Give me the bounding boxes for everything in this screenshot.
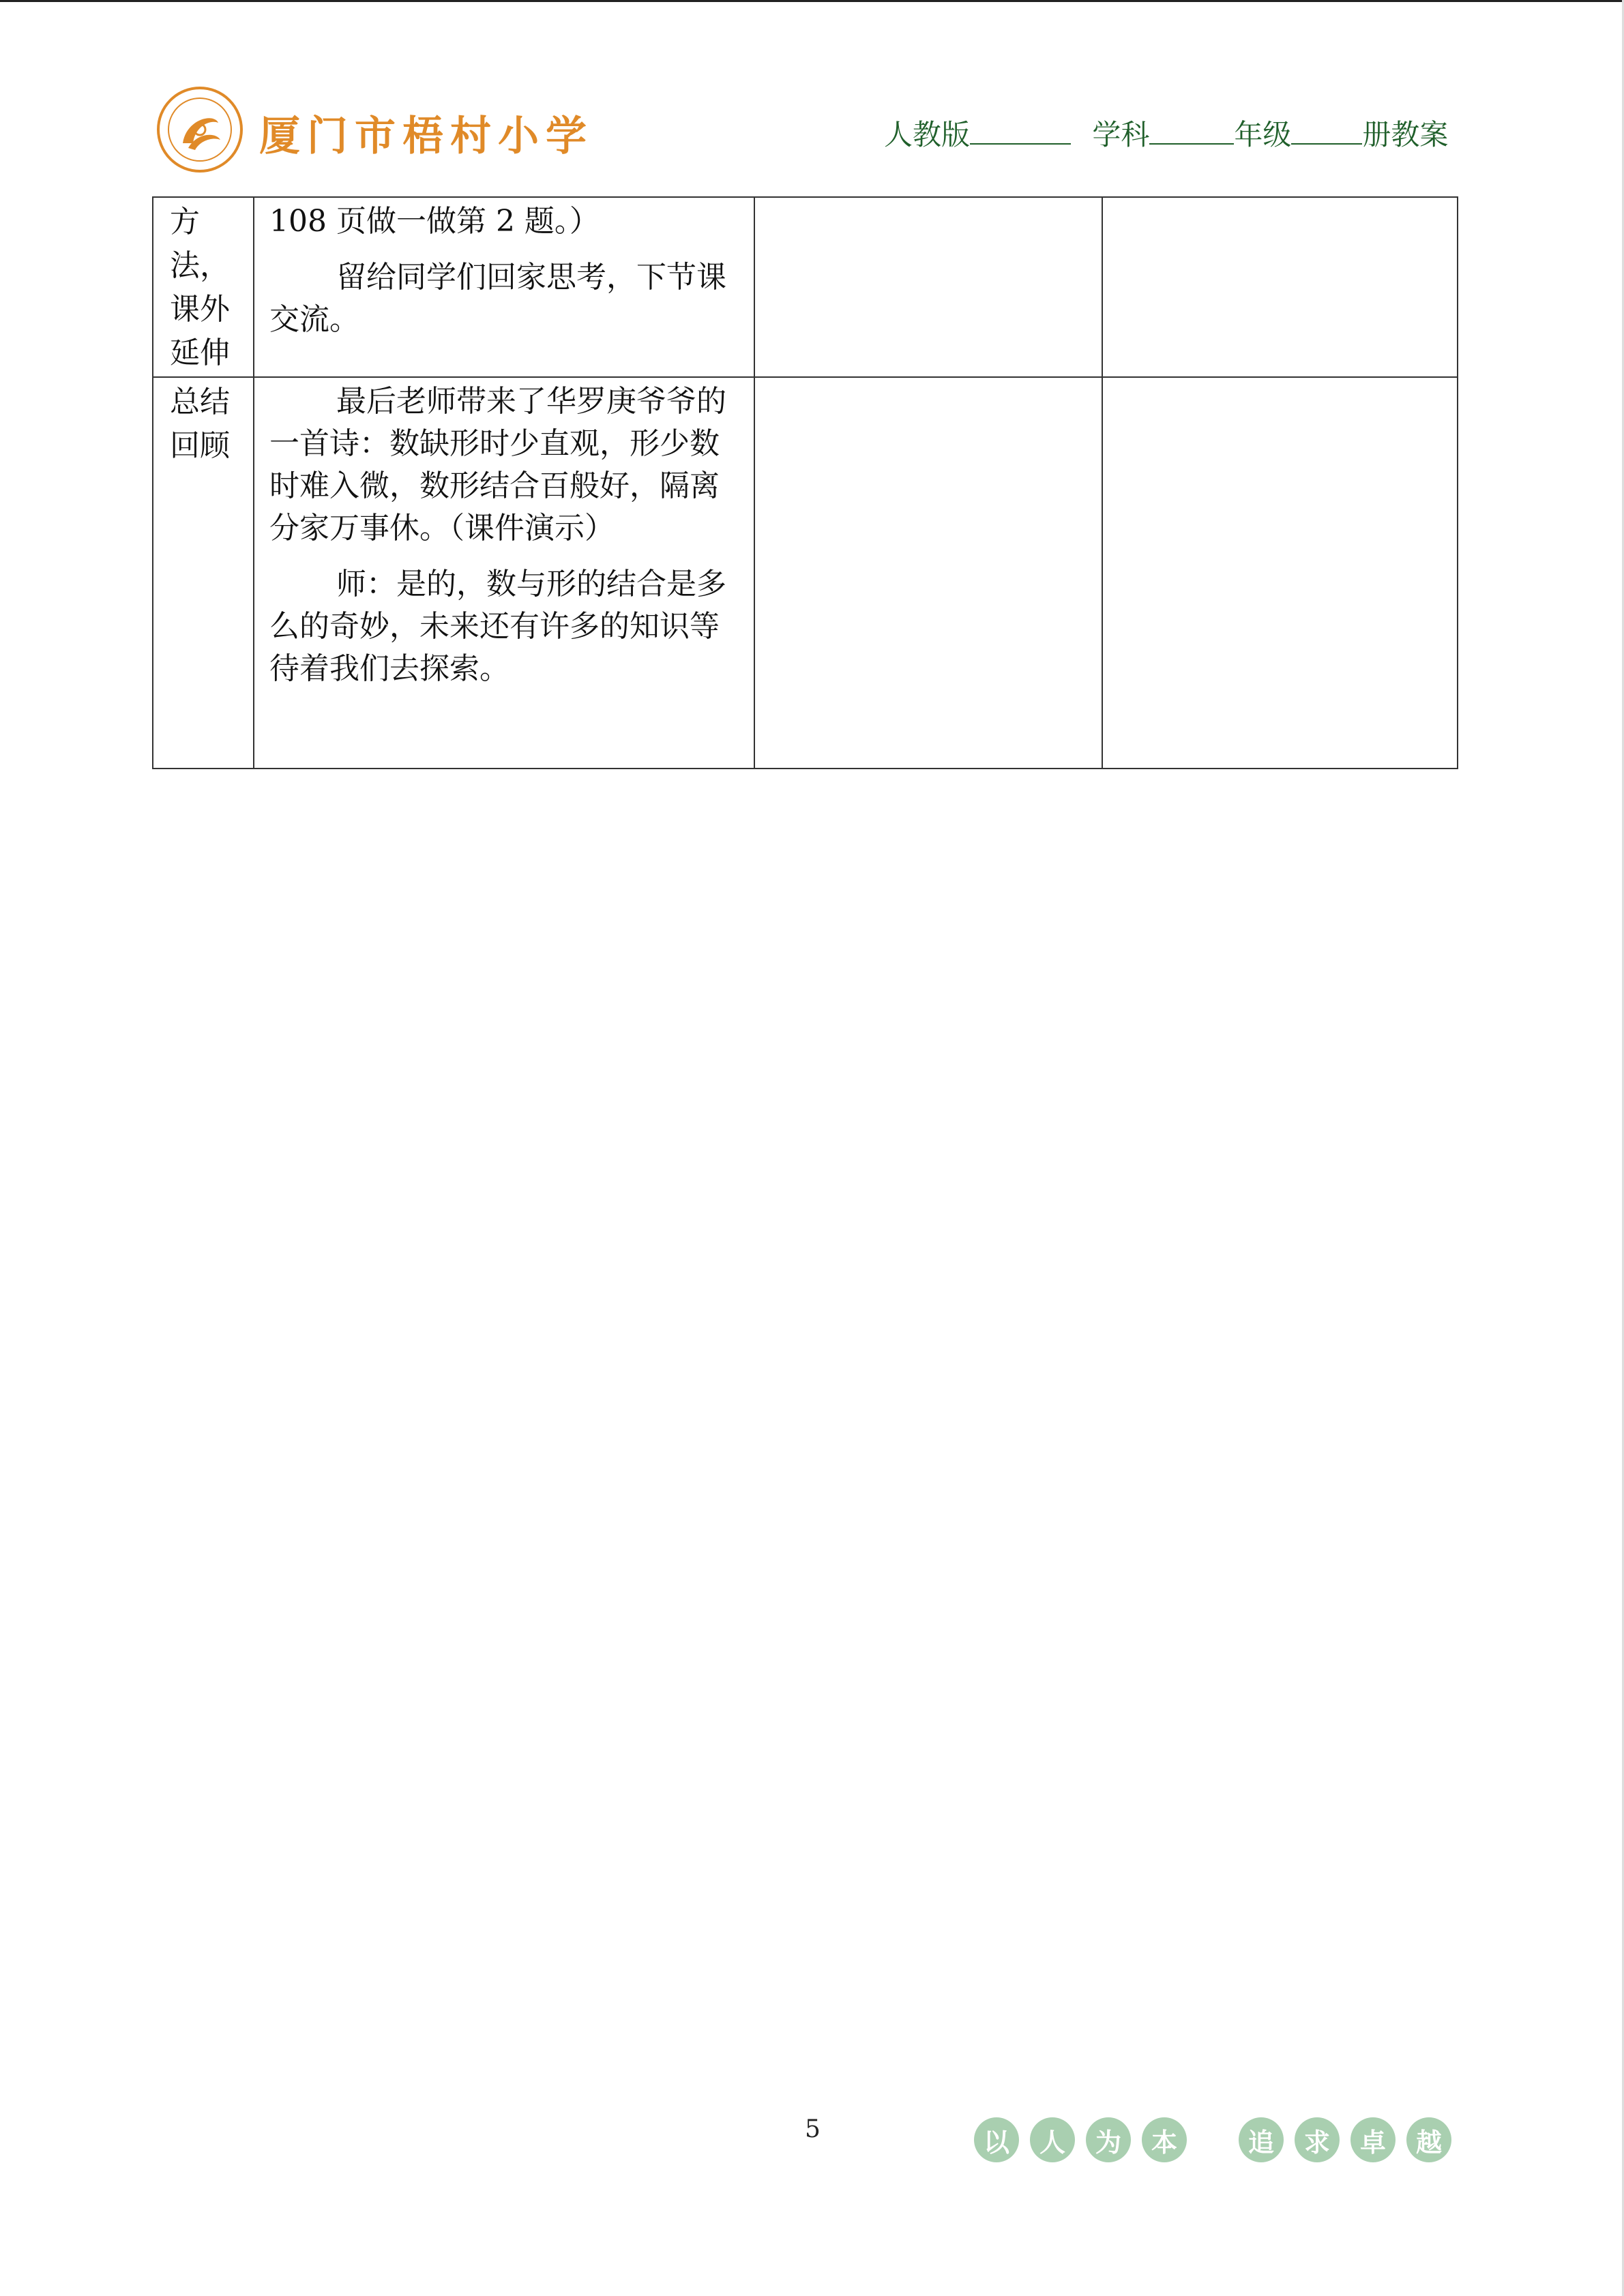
school-name: 厦门市梧村小学 bbox=[259, 113, 593, 160]
table-row bbox=[153, 377, 1458, 769]
stage-cell: 方法，课外延伸 bbox=[153, 197, 254, 377]
subject-blank bbox=[1149, 116, 1234, 145]
empty-cell bbox=[1102, 197, 1458, 377]
grade-label: 年级 bbox=[1234, 118, 1292, 151]
content-cell bbox=[254, 197, 754, 377]
motto-seal: 越 bbox=[1406, 2117, 1451, 2162]
top-border bbox=[0, 0, 1624, 2]
edition-label: 人教版 bbox=[884, 118, 971, 151]
motto-seals bbox=[974, 2117, 1451, 2162]
volume-label: 册教案 bbox=[1362, 118, 1449, 151]
empty-cell bbox=[754, 377, 1102, 769]
motto-seal: 卓 bbox=[1350, 2117, 1396, 2162]
subject-label: 学科 bbox=[1092, 118, 1150, 151]
motto-seal: 以 bbox=[974, 2117, 1019, 2162]
school-logo-icon bbox=[156, 85, 244, 174]
empty-cell bbox=[1102, 377, 1458, 769]
table-row bbox=[153, 197, 1458, 377]
lesson-plan-table bbox=[152, 196, 1458, 769]
motto-seal: 为 bbox=[1086, 2117, 1131, 2162]
content-paragraph: 108 页做一做第 2 题。） bbox=[269, 204, 600, 239]
motto-spacer bbox=[1198, 2117, 1228, 2162]
content-paragraph: 留给同学们回家思考，下节课交流。 bbox=[269, 260, 726, 337]
motto-seal: 本 bbox=[1142, 2117, 1187, 2162]
content-paragraph: 师：是的，数与形的结合是多么的奇妙，未来还有许多的知识等待着我们去探索。 bbox=[269, 567, 726, 686]
motto-seal: 人 bbox=[1030, 2117, 1075, 2162]
motto-seal: 追 bbox=[1239, 2117, 1284, 2162]
stage-cell: 总结回顾 bbox=[153, 377, 254, 769]
motto-seal: 求 bbox=[1295, 2117, 1340, 2162]
grade-blank bbox=[1291, 116, 1362, 145]
content-cell bbox=[254, 377, 754, 769]
empty-cell bbox=[754, 197, 1102, 377]
page-number: 5 bbox=[805, 2115, 821, 2143]
content-paragraph: 最后老师带来了华罗庚爷爷的一首诗：数缺形时少直观，形少数时难入微，数形结合百般好，隔离分家万事休。（课件演示） bbox=[269, 384, 726, 546]
lesson-plan-header bbox=[884, 113, 1448, 153]
edition-blank bbox=[970, 116, 1071, 145]
